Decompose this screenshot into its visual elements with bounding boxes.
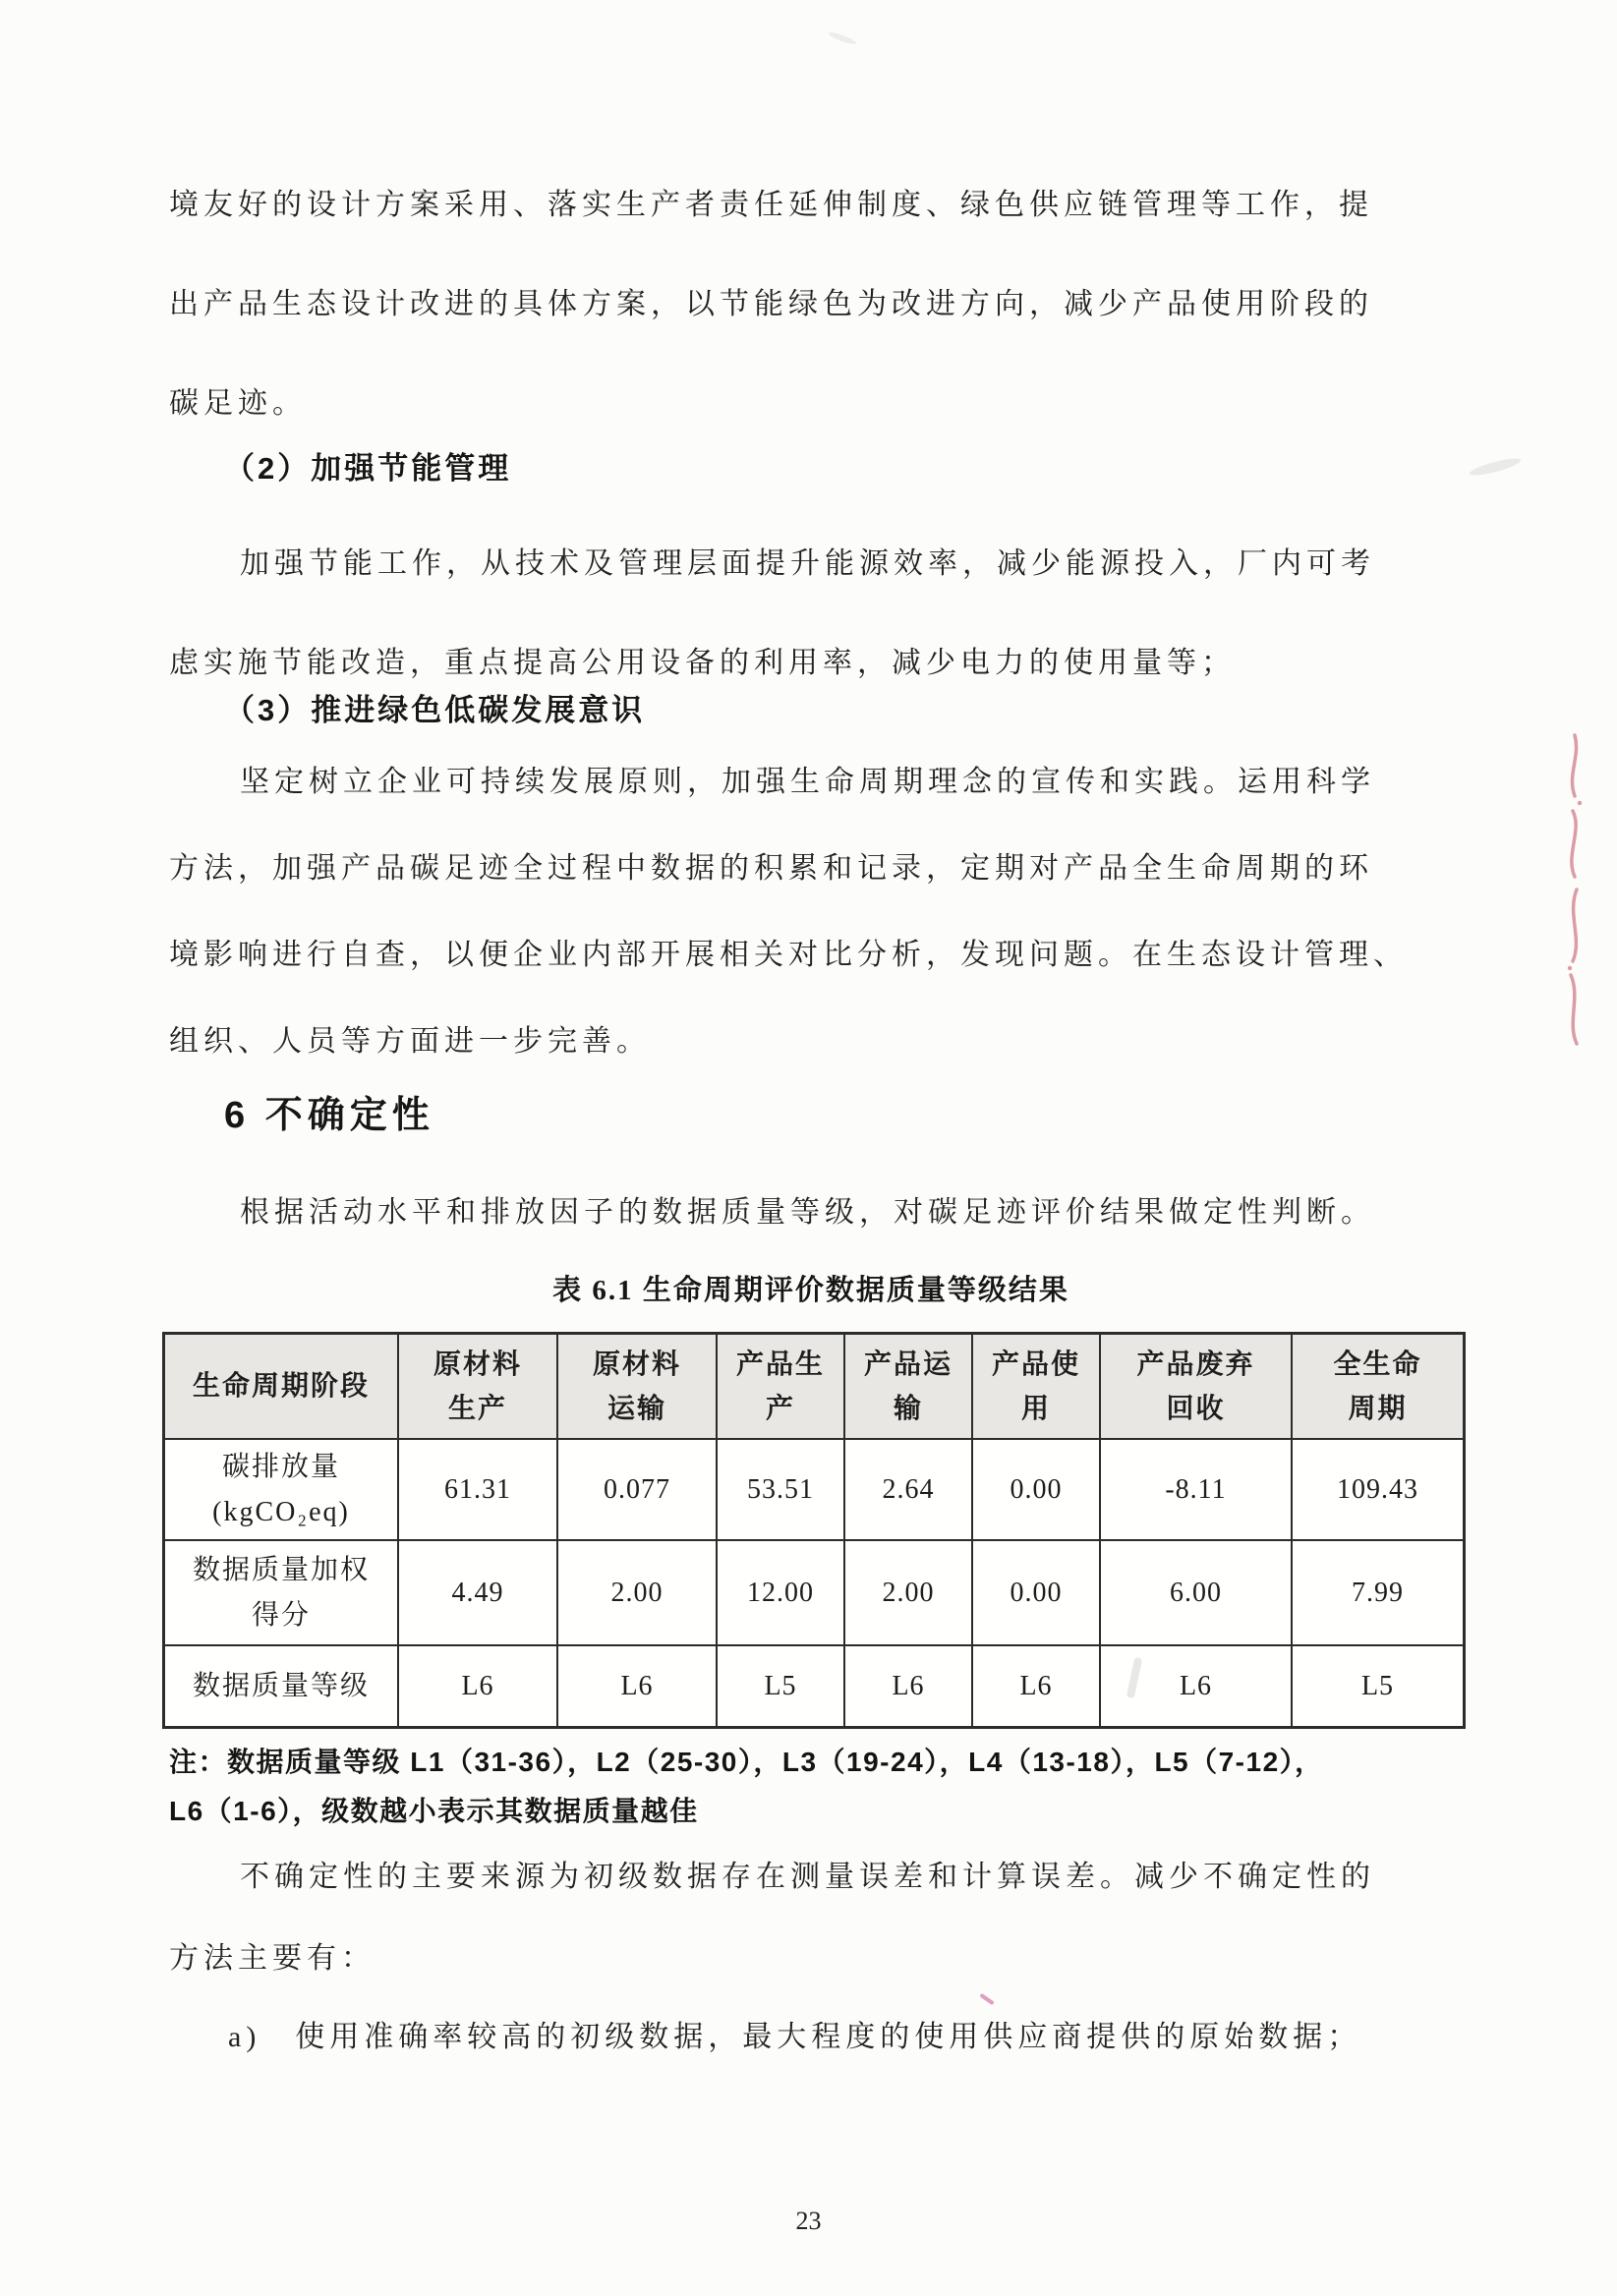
cell-value: L6 bbox=[461, 1670, 494, 1701]
header-line: 用 bbox=[1020, 1393, 1051, 1424]
gray-smudge-artifact bbox=[1469, 455, 1523, 479]
paragraph-line: 坚定树立企业可持续发展原则，加强生命周期理念的宣传和实践。运用科学 bbox=[240, 766, 1375, 798]
value-cell bbox=[845, 1541, 973, 1646]
header-line: 生命周期阶段 bbox=[192, 1371, 370, 1402]
value-cell bbox=[718, 1541, 845, 1646]
header-line: 产品运 bbox=[863, 1349, 953, 1380]
value-cell bbox=[1293, 1646, 1463, 1726]
cell-value: L6 bbox=[1019, 1670, 1053, 1701]
header-line: 回收 bbox=[1166, 1393, 1226, 1424]
table-header-cell bbox=[1293, 1335, 1463, 1440]
cell-value: L6 bbox=[1179, 1670, 1213, 1701]
row-label-line: 数据质量加权 bbox=[192, 1554, 370, 1585]
header-line: 产品使 bbox=[991, 1349, 1080, 1380]
note-line: 注：数据质量等级 L1（31-36），L2（25-30），L3（19-24），L4（13-18），L5（7-12）， bbox=[169, 1747, 1324, 1777]
value-cell bbox=[973, 1646, 1101, 1726]
value-cell bbox=[399, 1541, 558, 1646]
table-header-cell bbox=[845, 1335, 973, 1440]
value-cell bbox=[1293, 1440, 1463, 1541]
table-header-cell bbox=[558, 1335, 718, 1440]
cell-value: L5 bbox=[1360, 1670, 1395, 1701]
paragraph-section6-intro bbox=[169, 1163, 1375, 1262]
header-line: 运输 bbox=[606, 1393, 666, 1424]
paragraph-line: 出产品生态设计改进的具体方案，以节能绿色为改进方向，减少产品使用阶段的 bbox=[169, 288, 1373, 320]
row-label-cell bbox=[165, 1541, 399, 1646]
section-heading-3: （3）推进绿色低碳发展意识 bbox=[224, 693, 646, 727]
paragraph-continuation bbox=[169, 155, 1373, 453]
section-heading-2: （2）加强节能管理 bbox=[224, 451, 512, 486]
value-cell bbox=[718, 1646, 845, 1726]
gray-smudge-artifact bbox=[828, 30, 857, 46]
header-line: 生产 bbox=[447, 1393, 507, 1424]
paragraph-uncertainty bbox=[169, 1836, 1375, 1999]
table-header-cell bbox=[718, 1335, 845, 1440]
cell-value: 53.51 bbox=[747, 1473, 814, 1505]
header-line: 产品生 bbox=[735, 1349, 825, 1380]
table-note bbox=[169, 1738, 1324, 1836]
paragraph-line: 根据活动水平和排放因子的数据质量等级，对碳足迹评价结果做定性判断。 bbox=[240, 1196, 1375, 1229]
header-line: 输 bbox=[893, 1393, 923, 1424]
header-line: 全生命 bbox=[1333, 1349, 1422, 1380]
value-cell bbox=[558, 1541, 718, 1646]
value-cell bbox=[399, 1440, 558, 1541]
cell-value: L5 bbox=[764, 1670, 797, 1701]
cell-value: 4.49 bbox=[451, 1577, 504, 1608]
page-number: 23 bbox=[795, 2207, 822, 2235]
red-margin-mark bbox=[1553, 727, 1598, 1056]
row-label-cell bbox=[165, 1646, 399, 1726]
table-header-cell bbox=[165, 1335, 399, 1440]
value-cell bbox=[1293, 1541, 1463, 1646]
paragraph-line: 虑实施节能改造，重点提高公用设备的利用率，减少电力的使用量等； bbox=[169, 647, 1236, 679]
value-cell bbox=[718, 1440, 845, 1541]
cell-value: -8.11 bbox=[1165, 1473, 1227, 1505]
value-cell bbox=[1101, 1541, 1293, 1646]
header-line: 产 bbox=[765, 1393, 795, 1424]
value-cell bbox=[845, 1440, 973, 1541]
cell-value: 2.00 bbox=[610, 1577, 664, 1608]
value-cell bbox=[558, 1646, 718, 1726]
cell-value: 2.64 bbox=[882, 1473, 935, 1505]
paragraph-section3 bbox=[169, 739, 1408, 1085]
header-line: 原材料 bbox=[433, 1349, 522, 1380]
row-label-line: 得分 bbox=[251, 1599, 311, 1631]
paragraph-line: 境影响进行自查，以便企业内部开展相关对比分析，发现问题。在生态设计管理、 bbox=[169, 939, 1408, 971]
value-cell bbox=[973, 1541, 1101, 1646]
row-label-cell bbox=[165, 1440, 399, 1541]
paragraph-line: 方法主要有： bbox=[169, 1942, 375, 1975]
header-line: 原材料 bbox=[592, 1349, 681, 1380]
value-cell bbox=[973, 1440, 1101, 1541]
row-label-line: (kgCO₂eq) bbox=[212, 1496, 350, 1527]
cell-value: 6.00 bbox=[1170, 1577, 1222, 1608]
value-cell bbox=[1101, 1440, 1293, 1541]
data-quality-table bbox=[162, 1332, 1466, 1729]
paragraph-line: 境友好的设计方案采用、落实生产者责任延伸制度、绿色供应链管理等工作，提 bbox=[169, 189, 1373, 221]
chapter-heading-uncertainty: 6 不确定性 bbox=[224, 1095, 434, 1136]
paragraph-line: 碳足迹。 bbox=[169, 387, 307, 420]
cell-value: 2.00 bbox=[882, 1577, 935, 1608]
value-cell bbox=[1101, 1646, 1293, 1726]
cell-value: 0.00 bbox=[1010, 1577, 1063, 1608]
paragraph-line: 组织、人员等方面进一步完善。 bbox=[169, 1025, 651, 1058]
cell-value: L6 bbox=[620, 1670, 654, 1701]
value-cell bbox=[845, 1646, 973, 1726]
table-title: 表 6.1 生命周期评价数据质量等级结果 bbox=[552, 1275, 1069, 1306]
cell-value: 12.00 bbox=[747, 1577, 814, 1608]
cell-value: 7.99 bbox=[1352, 1577, 1404, 1608]
list-item-a: a) 使用准确率较高的初级数据，最大程度的使用供应商提供的原始数据； bbox=[228, 2021, 1362, 2053]
paragraph-line: 不确定性的主要来源为初级数据存在测量误差和计算误差。减少不确定性的 bbox=[240, 1861, 1375, 1893]
paragraph-line: 方法，加强产品碳足迹全过程中数据的积累和记录，定期对产品全生命周期的环 bbox=[169, 852, 1373, 885]
paragraph-line: 加强节能工作，从技术及管理层面提升能源效率，减少能源投入，厂内可考 bbox=[240, 547, 1375, 580]
table-header-cell bbox=[973, 1335, 1101, 1440]
cell-value: 61.31 bbox=[444, 1473, 511, 1505]
note-line: L6（1-6），级数越小表示其数据质量越佳 bbox=[169, 1796, 699, 1826]
value-cell bbox=[558, 1440, 718, 1541]
row-label-line: 碳排放量 bbox=[221, 1451, 340, 1482]
cell-value: 0.077 bbox=[604, 1473, 670, 1505]
table-header-cell bbox=[1101, 1335, 1293, 1440]
table-header-cell bbox=[399, 1335, 558, 1440]
cell-value: 0.00 bbox=[1010, 1473, 1063, 1505]
row-label-line: 数据质量等级 bbox=[192, 1670, 370, 1701]
header-line: 周期 bbox=[1348, 1393, 1408, 1424]
value-cell bbox=[399, 1646, 558, 1726]
cell-value: 109.43 bbox=[1337, 1473, 1418, 1505]
header-line: 产品废弃 bbox=[1136, 1349, 1255, 1380]
cell-value: L6 bbox=[892, 1670, 925, 1701]
